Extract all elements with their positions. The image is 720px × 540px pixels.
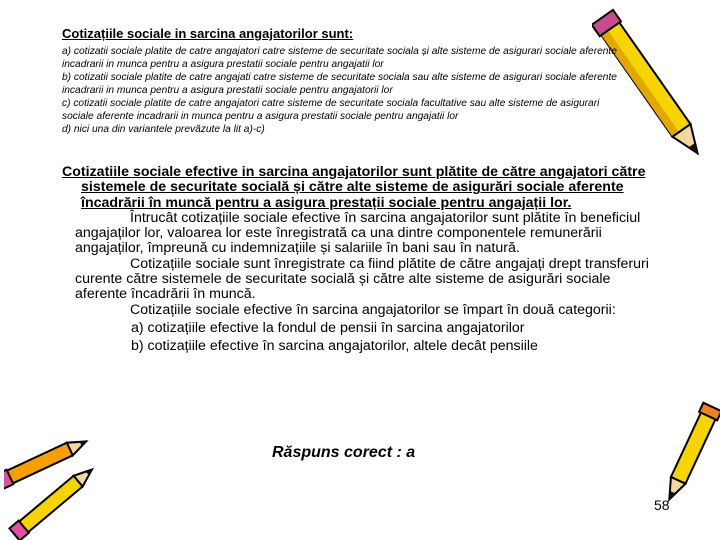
- option-d: d) nici una din variantele prevăzute la lit a)-c): [62, 124, 265, 135]
- explanation-paragraph: Întrucât cotizațiile sociale efective în sarcina angajatorilor sunt plătite în beneficiul angajaților lor, valoarea lor este înregistrată ca una dintre componentele remunerării angajaților, împreună cu indemnizațiile și salariile în bani sau în natură.: [75, 209, 641, 257]
- explanation-body: [62, 211, 652, 355]
- category-item-b: b) cotizațiile efective în sarcina angajatorilor, altele decât pensiile: [131, 338, 538, 355]
- page-number: 58: [654, 497, 670, 513]
- option-b: b) cotizatii sociale platite de catre angajati catre sisteme de securitate sociala sau alte sisteme de asigurari sociale aferente incadrarii in munca pentru a asigura prestatii sociale pentru angajatorii lor: [62, 72, 617, 96]
- question-options: [62, 45, 622, 136]
- pencil-clipart-right: [660, 400, 720, 510]
- option-a: a) cotizatii sociale platite de catre angajatori catre sisteme de securitate sociala și alte sisteme de asigurari sociale aferente incadrarii in munca pentru a asigura prestatii sociale pentru angajatii lor: [62, 46, 617, 70]
- explanation: [62, 165, 652, 355]
- category-item-a: a) cotizațiile efective la fondul de pensii în sarcina angajatorilor: [131, 319, 525, 336]
- pencils-clipart-bottom: [4, 430, 114, 540]
- question-title: Cotizațiile sociale in sarcina angajatorilor sunt:: [62, 26, 354, 41]
- explanation-paragraph: Cotizațiile sociale efective în sarcina angajatorilor se împart în două categorii:: [130, 301, 616, 318]
- correct-answer: Răspuns corect : a: [272, 444, 416, 461]
- explanation-lead: Cotizatiile sociale efective in sarcina angajatorilor sunt plătite de către angajatori către sistemele de securitate socială și către alte sisteme de asigurări sociale aferente încadrării în muncă pentru a asigura prestații sociale pentru angajații lor.: [62, 164, 646, 211]
- option-c: c) cotizatii sociale platite de catre angajatori catre sisteme de securitate sociala facultative sau alte sisteme de asigurari sociale aferente incadrarii in munca pentru a asigura prestatii sociale pentru angajatii lor: [62, 98, 600, 122]
- explanation-paragraph: Cotizațiile sociale sunt înregistrate ca fiind plătite de către angajați drept transferuri curente către sistemele de securitate socială și către alte sisteme de asigurări sociale aferente încadrării în muncă.: [75, 255, 649, 303]
